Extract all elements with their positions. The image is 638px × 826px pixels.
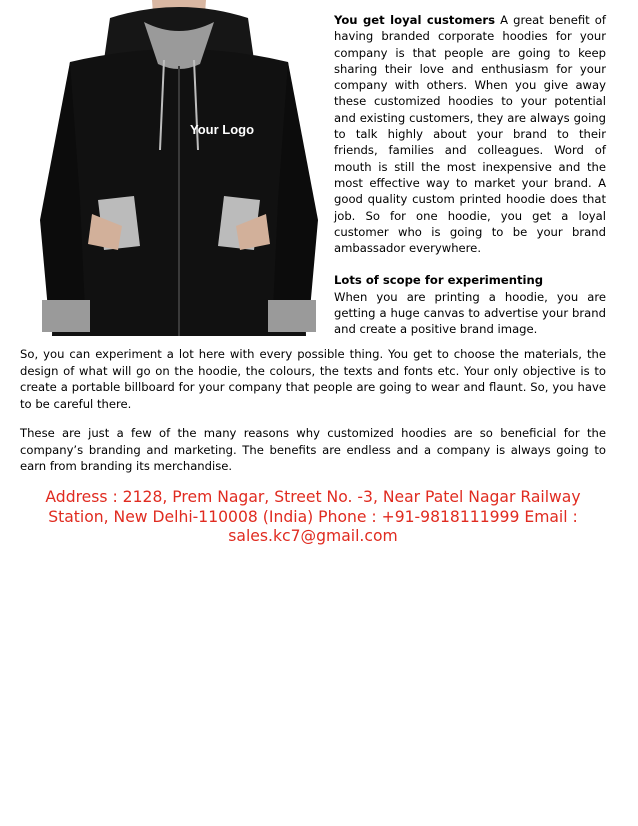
hoodie-photo: [40, 0, 318, 340]
contact-address: Address : 2128, Prem Nagar, Street No. -3, Near Patel Nagar Railway Station, New Delhi-110008 (India) Phone : +91-9818111999 Email : sales.kc7@gmail.com: [45, 488, 581, 545]
experimenting-continued: So, you can experiment a lot here with every possible thing. You get to choose the materials, the design of what will go on the hoodie, the colours, the texts and fonts etc. Your only objective is to create a portable billboard for your company that people are going to wear and flaunt. So, you have to be careful there.: [20, 347, 606, 411]
section-body: When you are printing a hoodie, you are getting a huge canvas to advertise your brand and create a positive brand image.: [334, 289, 606, 337]
section-heading: You get loyal customers: [334, 13, 495, 27]
right-text-column: [334, 12, 606, 338]
section-experimenting: [334, 272, 606, 337]
section-body: A great benefit of having branded corporate hoodies for your company is that people are going to keep sharing their love and enthusiasm for your company with others. When you give away these customized hoodies to your potential and existing customers, they are always going to talk highly about your brand to their friends, families and colleagues. Word of mouth is still the most inexpensive and the most effective way to market your brand. A good quality custom printed hoodie does that job. So for one hoodie, you get a loyal customer who is going to be your brand ambassador everywhere.: [334, 13, 606, 256]
closing-paragraph: These are just a few of the many reasons why customized hoodies are so beneficial for the company’s branding and marketing. The benefits are endless and a company is always going to earn from branding its merchandise.: [20, 426, 606, 474]
logo-text: Your Logo: [190, 122, 255, 137]
section-loyal-customers: [334, 12, 606, 256]
section-heading: Lots of scope for experimenting: [334, 273, 544, 288]
